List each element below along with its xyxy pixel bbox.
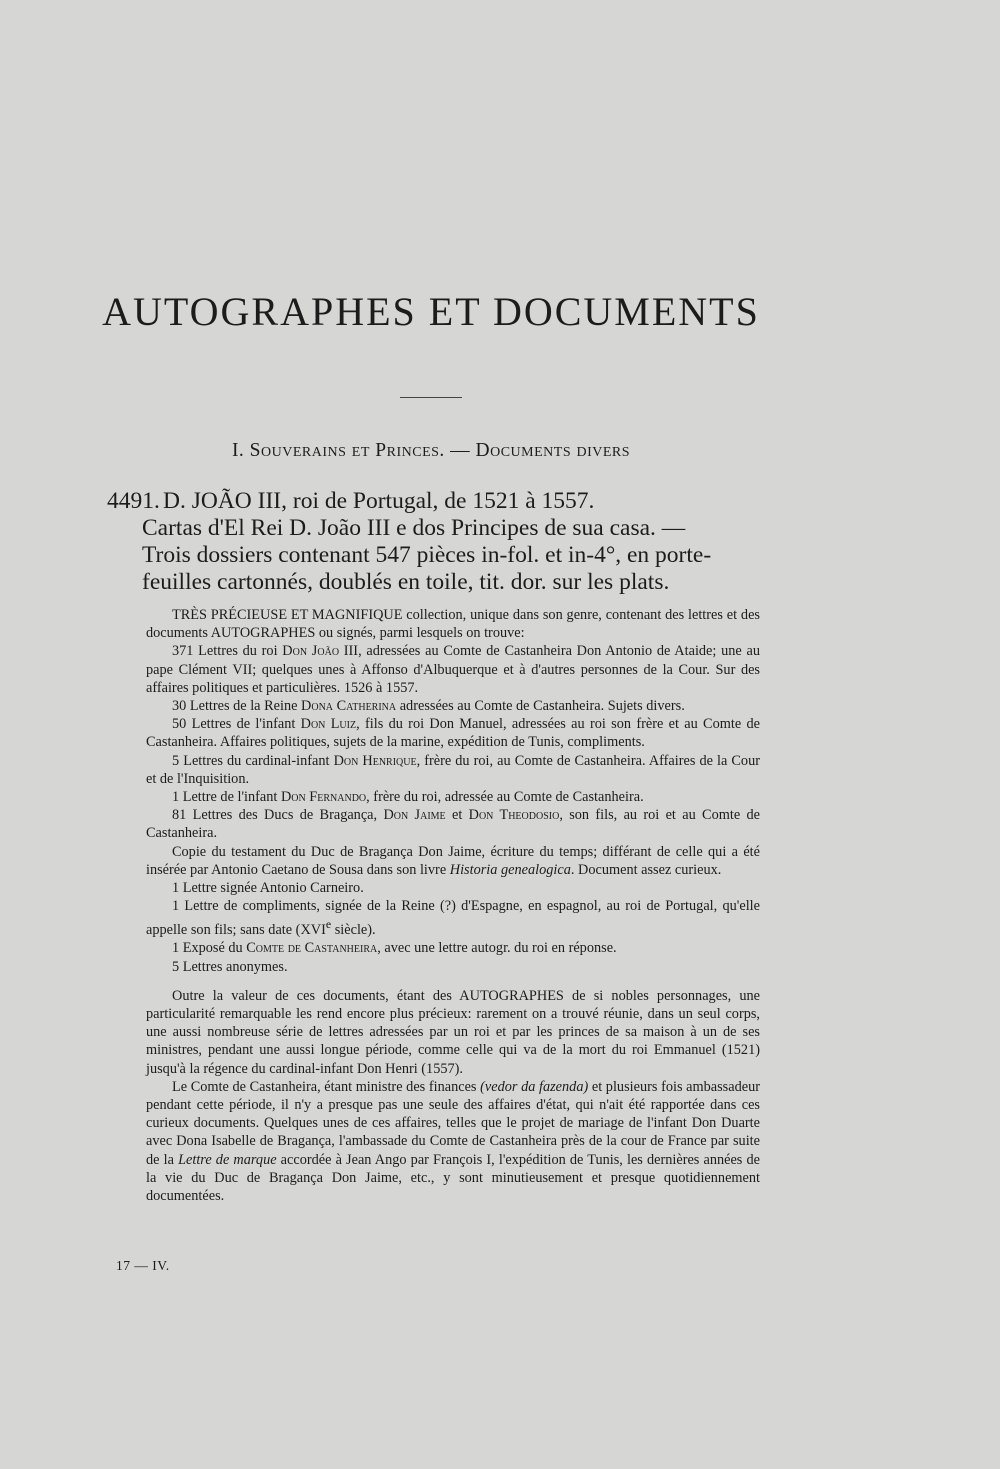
signature-mark: 17 — IV. [116, 1258, 170, 1273]
paragraph-commentary: Le Comte de Castanheira, étant ministre des finances (vedor da fazenda) et plusieurs fois ambassadeur pendant cette période, il n'y a presque pas une seule des affaires d'état, qui n'ait été rapportée dans ces curieux documents. Quelques unes de ces affaires, telles que le projet de mariage de l'infant Don Duarte avec Dona Isabelle de Bragança, l'ambassade du Comte de Castanheira près de la cour de France par suite de la Lettre de marque accordée à Jean Ango par François I, l'expédition de Tunis, les dernières années de la vie du Duc de Bragança Don Jaime, etc., y sont minutieusement et presque quotidiennement documentées. [146, 1078, 760, 1205]
lot-description [146, 606, 760, 1205]
paragraph-item: 5 Lettres du cardinal-infant Don Henrique, frère du roi, au Comte de Castanheira. Affaires de la Cour et de l'Inquisition. [146, 752, 760, 787]
paragraph-intro: TRÈS PRÉCIEUSE ET MAGNIFIQUE collection, unique dans son genre, contenant des lettres et des documents AUTOGRAPHES ou signés, parmi lesquels on trouve: [146, 607, 760, 642]
lot-description-line: feuilles cartonnés, doublés en toile, tit. dor. sur les plats. [142, 569, 670, 595]
paragraph-item: 1 Lettre de l'infant Don Fernando, frère du roi, adressée au Comte de Castanheira. [172, 789, 644, 806]
lot-number: 4491. [107, 488, 160, 514]
paragraph-item: 5 Lettres anonymes. [172, 958, 288, 975]
title-divider [400, 397, 462, 398]
main-title: AUTOGRAPHES ET DOCUMENTS [102, 289, 760, 334]
paragraph-item: 371 Lettres du roi Don João III, adressées au Comte de Castanheira Don Antonio de Ataide; une au pape Clément VII; quelques unes à Affonso d'Albuquerque et à d'autres personnes de la Cour. Sur des affaires politiques et particulières. 1526 à 1557. [146, 643, 760, 696]
paragraph-item: Copie du testament du Duc de Bragança Don Jaime, écriture du temps; différant de celle qui a été insérée par Antonio Caetano de Sousa dans son livre Historia genealogica. Document assez curieux. [146, 843, 760, 878]
lot-entry [107, 488, 867, 596]
paragraph-item: 30 Lettres de la Reine Dona Catherina adressées au Comte de Castanheira. Sujets divers. [172, 698, 685, 715]
paragraph-item: 1 Lettre de compliments, signée de la Reine (?) d'Espagne, en espagnol, au roi de Portugal, qu'elle appelle son fils; sans date (XVIe siècle). [146, 898, 760, 939]
lot-heading-line [107, 488, 867, 515]
lot-subtitle: Cartas d'El Rei D. João III e dos Principes de sua casa. — [142, 515, 686, 541]
paragraph-item: 50 Lettres de l'infant Don Luiz, fils du roi Don Manuel, adressées au roi son frère et au Comte de Castanheira. Affaires politiques, sujets de la marine, expédition de Tunis, compliments. [146, 716, 760, 751]
paragraph-item: 1 Lettre signée Antonio Carneiro. [172, 880, 364, 897]
section-heading: I. Souverains et Princes. — Documents divers [231, 440, 631, 461]
paragraph-item: 1 Exposé du Comte de Castanheira, avec une lettre autogr. du roi en réponse. [172, 940, 617, 957]
paragraph-item: 81 Lettres des Ducs de Bragança, Don Jaime et Don Theodosio, son fils, au roi et au Comte de Castanheira. [146, 807, 760, 842]
lot-description-line: Trois dossiers contenant 547 pièces in-fol. et in-4°, en porte- [142, 542, 712, 568]
lot-title: D. JOÃO III, roi de Portugal, de 1521 à 1557. [163, 488, 595, 514]
paragraph-commentary: Outre la valeur de ces documents, étant des AUTOGRAPHES de si nobles personnages, une particularité remarquable les rend encore plus précieux: rarement on a trouvé réunie, dans un seul corps, une aussi nombreuse série de lettres adressées par un roi et par les princes de sa maison à un de ses ministres, pendant une aussi longue période, comme celle qui va de la mort du roi Emmanuel (1521) jusqu'à la régence du cardinal-infant Don Henri (1557). [146, 987, 760, 1077]
